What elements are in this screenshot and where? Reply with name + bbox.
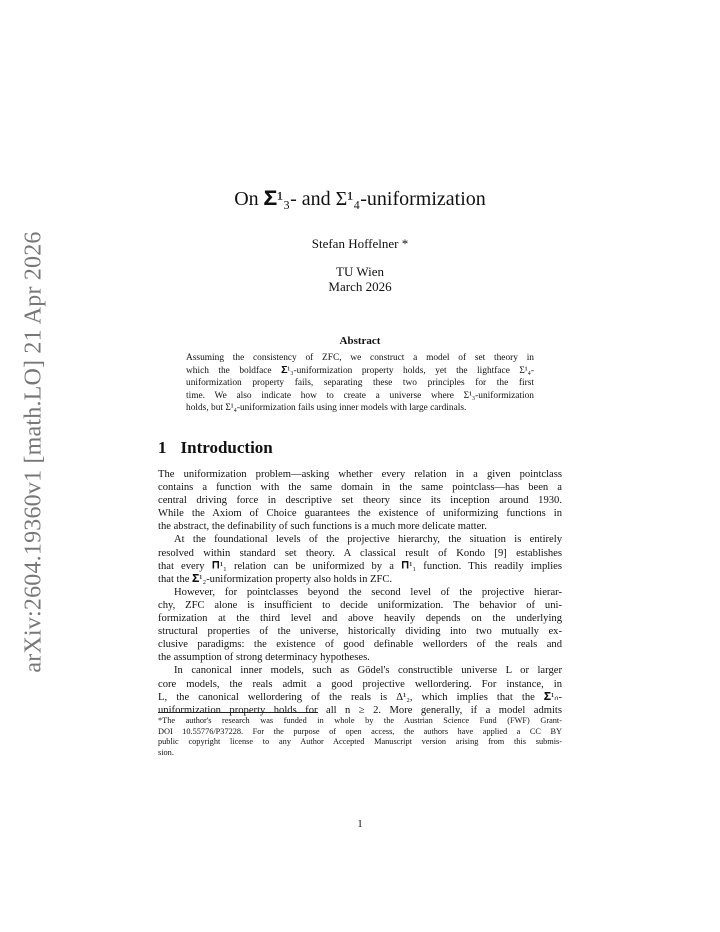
body-line: central driving force in descriptive set theory since its inception around 1930. [158,495,562,507]
footnote-line: DOI 10.55776/P37228. For the purpose of open access, the authors have applied a CC BY [158,726,562,736]
body-line: However, for pointclasses beyond the second level of the projective hierar- [174,586,562,598]
abstract-line: which the boldface 𝚺¹₃-uniformization property holds, yet the lightface Σ¹₄- [186,365,534,376]
arxiv-identifier[interactable]: arXiv:2604.19360v1 [math.LO] 21 Apr 2026 [20,231,47,673]
body-line: L, the canonical wellordering of the reals is Δ¹₂, which implies that the 𝚺¹ₙ- [158,691,562,703]
body-line: formization at the third level and above heavily depends on the underlying [158,613,562,625]
body-line: the abstract, the definability of such functions is a much more delicate matter. [158,521,487,533]
body-line: uniformization property holds for all n ≥ 2. More generally, if a model admits [158,704,562,716]
body-line: structural properties of the universe, historically dividing into two mutually ex- [158,626,562,638]
body-line: that the 𝚺¹₂-uniformization property also holds in ZFC. [158,573,393,585]
abstract-text [186,352,534,415]
footnote-rule [158,712,318,713]
author-name: Stefan Hoffelner * [311,236,409,251]
abstract-heading: Abstract [339,335,381,347]
body-line: that every 𝚷¹₁ relation can be uniformized by a 𝚷¹₁ function. This readily implies [158,560,562,572]
footnote-line: *The author's research was funded in whole by the Austrian Science Fund (FWF) Grant- [158,716,562,725]
body-line: contains a function with the same domain in the same pointclass—has been a [158,482,562,494]
page-number: 1 [357,818,363,830]
abstract-line: Assuming the consistency of ZFC, we construct a model of set theory in [186,353,534,363]
paper-title: On 𝚺¹₃- and Σ¹₄-uniformization [234,188,486,210]
abstract-line: time. We also indicate how to create a universe where Σ¹₃-uniformization [186,390,534,401]
body-line: clusive paradigms: the existence of good definable wellorders of the reals and [158,639,562,651]
body-line: the assumption of strong determinacy hypotheses. [158,652,370,664]
abstract-line: holds, but Σ¹₄-uniformization fails using inner models with large cardinals. [186,403,467,414]
body-line: resolved within standard set theory. A classical result of Kondo [9] establishes [158,547,562,559]
section-heading [158,438,273,458]
abstract-line: uniformization property fails, separating these two principles for the first [186,378,534,389]
date: March 2026 [328,279,392,294]
footnote [158,716,562,758]
body-line: In canonical inner models, such as Gödel's constructible universe L or larger [174,665,562,677]
body-line: chy, ZFC alone is insufficient to decide uniformization. The behavior of uni- [158,599,562,611]
affiliation-block [0,264,720,294]
body-line: At the foundational levels of the projective hierarchy, the situation is entirely [174,534,562,546]
footnote-line: public copyright license to any Author Accepted Manuscript version arising from this submis- [158,737,562,747]
section-number: 1 [158,438,167,457]
affiliation: TU Wien [336,264,384,279]
footnote-line: sion. [158,747,174,757]
body-line: The uniformization problem—asking whether every relation in a given pointclass [158,469,562,480]
body-line: While the Axiom of Choice guarantees the existence of uniformizing functions in [158,508,562,520]
body-line: core models, the reals admit a good projective wellordering. For instance, in [158,678,562,690]
section-title: Introduction [180,438,273,457]
body-text [158,468,562,717]
